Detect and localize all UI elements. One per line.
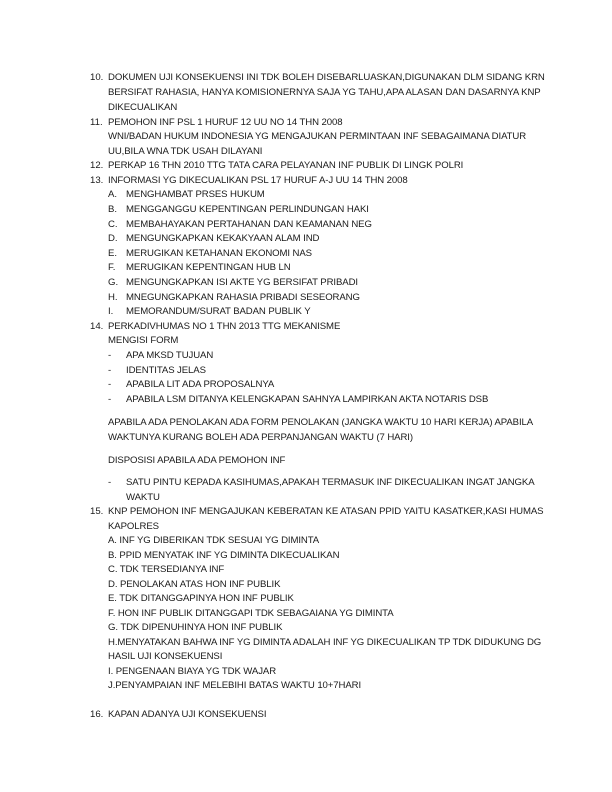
item-line: INFORMASI YG DIKECUALIKAN PSL 17 HURUF A-J UU 14 THN 2008 bbox=[108, 175, 408, 186]
sub-item: MENGUNGKAPKAN ISI AKTE YG BERSIFAT PRIBADI bbox=[126, 277, 358, 288]
sub-letter: H. bbox=[108, 292, 118, 303]
item-line: DIKECUALIKAN bbox=[108, 102, 178, 113]
item-line: J.PENYAMPAIAN INF MELEBIHI BATAS WAKTU 10+7HARI bbox=[108, 680, 362, 691]
dash-item: APA MKSD TUJUAN bbox=[126, 350, 214, 361]
item-line: DOKUMEN UJI KONSEKUENSI INI TDK BOLEH DISEBARLUASKAN,DIGUNAKAN DLM SIDANG KRN bbox=[108, 72, 545, 83]
dash-bullet: - bbox=[108, 350, 112, 361]
item-number: 14. bbox=[90, 321, 104, 332]
paragraph-line: APABILA ADA PENOLAKAN ADA FORM PENOLAKAN (JANGKA WAKTU 10 HARI KERJA) APABILA bbox=[108, 417, 534, 428]
item-number: 16. bbox=[90, 709, 104, 720]
item-line: KNP PEMOHON INF MENGAJUKAN KEBERATAN KE ATASAN PPID YAITU KASATKER,KASI HUMAS bbox=[108, 506, 544, 517]
item-line: KAPAN ADANYA UJI KONSEKUENSI bbox=[108, 709, 267, 720]
item-line: UU,BILA WNA TDK USAH DILAYANI bbox=[108, 146, 263, 157]
item-line: E. TDK DITANGGAPINYA HON INF PUBLIK bbox=[108, 593, 294, 604]
sub-item: MEMORANDUM/SURAT BADAN PUBLIK Y bbox=[126, 306, 311, 317]
item-line: PEMOHON INF PSL 1 HURUF 12 UU NO 14 THN 2008 bbox=[108, 117, 343, 128]
dash-bullet: - bbox=[108, 379, 112, 390]
paragraph-line: WAKTUNYA KURANG BOLEH ADA PERPANJANGAN WAKTU (7 HARI) bbox=[108, 432, 413, 443]
item-line: F. HON INF PUBLIK DITANGGAPI TDK SEBAGAIANA YG DIMINTA bbox=[108, 608, 394, 619]
dash-bullet: - bbox=[108, 394, 112, 405]
sub-letter: F. bbox=[108, 262, 116, 273]
sub-item: MERUGIKAN KETAHANAN EKONOMI NAS bbox=[126, 248, 312, 259]
sub-item: MEMBAHAYAKAN PERTAHANAN DAN KEAMANAN NEG bbox=[126, 219, 372, 230]
item-line: C. TDK TERSEDIANYA INF bbox=[108, 564, 225, 575]
dash-item: WAKTU bbox=[126, 492, 160, 503]
item-number: 10. bbox=[90, 72, 104, 83]
dash-item: SATU PINTU KEPADA KASIHUMAS,APAKAH TERMASUK INF DIKECUALIKAN INGAT JANGKA bbox=[126, 477, 535, 488]
item-number: 12. bbox=[90, 160, 104, 171]
dash-item: IDENTITAS JELAS bbox=[126, 365, 206, 376]
sub-letter: A. bbox=[108, 189, 118, 200]
dash-bullet: - bbox=[108, 365, 112, 376]
sub-item: MENGUNGKAPKAN KEKAKYAAN ALAM IND bbox=[126, 233, 320, 244]
item-line: WNI/BADAN HUKUM INDONESIA YG MENGAJUKAN PERMINTAAN INF SEBAGAIMANA DIATUR bbox=[108, 131, 527, 142]
item-line: BERSIFAT RAHASIA, HANYA KOMISIONERNYA SAJA YG TAHU,APA ALASAN DAN DASARNYA KNP bbox=[108, 87, 541, 98]
item-line: HASIL UJI KONSEKUENSI bbox=[108, 651, 223, 662]
sub-letter: G. bbox=[108, 277, 119, 288]
item-line: H.MENYATAKAN BAHWA INF YG DIMINTA ADALAH INF YG DIKECUALIKAN TP TDK DIDUKUNG DG bbox=[108, 637, 542, 648]
sub-item: MENGGANGGU KEPENTINGAN PERLINDUNGAN HAKI bbox=[126, 204, 369, 215]
item-number: 15. bbox=[90, 506, 104, 517]
item-line: A. INF YG DIBERIKAN TDK SESUAI YG DIMINTA bbox=[108, 535, 320, 546]
sub-item: MNEGUNGKAPKAN RAHASIA PRIBADI SESEORANG bbox=[126, 292, 360, 303]
dash-item: APABILA LSM DITANYA KELENGKAPAN SAHNYA LAMPIRKAN AKTA NOTARIS DSB bbox=[126, 394, 489, 405]
item-line: D. PENOLAKAN ATAS HON INF PUBLIK bbox=[108, 579, 281, 590]
item-line: PERKAP 16 THN 2010 TTG TATA CARA PELAYANAN INF PUBLIK DI LINGK POLRI bbox=[108, 160, 464, 171]
item-line: KAPOLRES bbox=[108, 521, 159, 532]
sub-letter: I. bbox=[108, 306, 114, 317]
item-number: 13. bbox=[90, 175, 104, 186]
sub-item: MERUGIKAN KEPENTINGAN HUB LN bbox=[126, 262, 291, 273]
dash-bullet: - bbox=[108, 477, 112, 488]
item-line: I. PENGENAAN BIAYA YG TDK WAJAR bbox=[108, 666, 277, 677]
sub-letter: B. bbox=[108, 204, 118, 215]
item-number: 11. bbox=[90, 117, 103, 128]
sub-item: MENGHAMBAT PRSES HUKUM bbox=[126, 189, 265, 200]
sub-letter: D. bbox=[108, 233, 118, 244]
item-line: G. TDK DIPENUHINYA HON INF PUBLIK bbox=[108, 622, 283, 633]
sub-letter: C. bbox=[108, 219, 118, 230]
item-line: B. PPID MENYATAK INF YG DIMINTA DIKECUALIKAN bbox=[108, 550, 340, 561]
paragraph-line: DISPOSISI APABILA ADA PEMOHON INF bbox=[108, 455, 286, 466]
dash-item: APABILA LIT ADA PROPOSALNYA bbox=[126, 379, 275, 390]
item-line: PERKADIVHUMAS NO 1 THN 2013 TTG MEKANISME bbox=[108, 321, 341, 332]
item-line: MENGISI FORM bbox=[108, 335, 179, 346]
sub-letter: E. bbox=[108, 248, 118, 259]
